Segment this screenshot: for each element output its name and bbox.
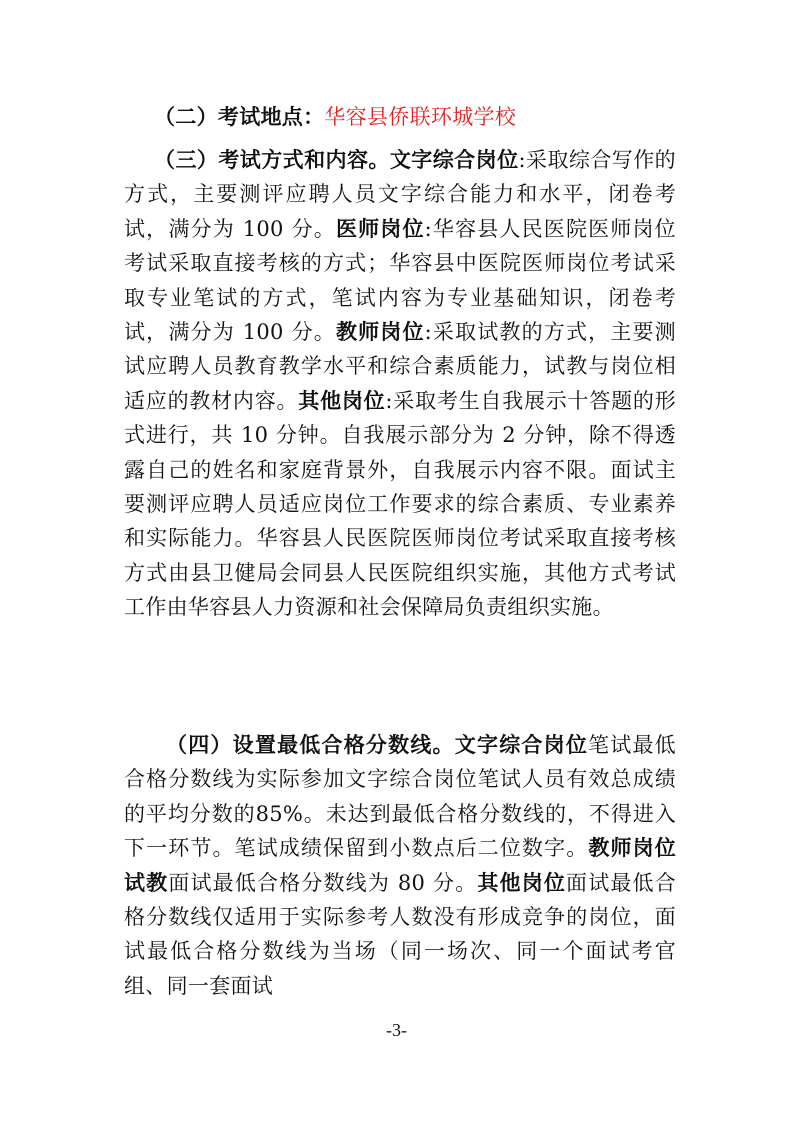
text-other-cutoff: 面试最低合格分数线仅适用于实际参考人数没有形成竞争的岗位，面试最低合格分数线为当场（同一场次、同一个面试考官组、同一套面试 (124, 870, 676, 998)
text-other-post: :采取考生自我展示十答题的形式进行，共 10 分钟。自我展示部分为 2 分钟，除不得透露自己的姓名和家庭背景外，自我展示内容不限。面试主要测评应聘人员适应岗位工作要求的综合素质、专业素养和实际能力。华容县人民医院医师岗位考试采取直接考核方式由县卫健局会同县人民医院组织实施，其他方式考试工作由华容县人力资源和社会保障局负责组织实施。 (124, 388, 676, 620)
label-writing-cutoff: 文字综合岗位 (454, 733, 589, 757)
text-writing-post: :采取综合写作的方式，主要测评应聘人员文字综合能力和水平，闭卷考试，满分为 100 分。 (124, 148, 676, 241)
label-other-cutoff: 其他岗位 (477, 870, 567, 895)
exam-location: 华容县侨联环城学校 (324, 105, 517, 129)
label-teacher-post: 教师岗位 (335, 320, 425, 345)
label-writing-post: 文字综合岗位 (389, 148, 519, 172)
label-teacher-cutoff: 教师岗位试教 (124, 836, 676, 895)
section-2-paragraph (124, 100, 676, 134)
section-3-heading: （三）考试方式和内容。 (154, 148, 390, 172)
text-teacher-cutoff: 面试最低合格分数线为 80 分。 (168, 870, 478, 895)
label-doctor-post: 医师岗位 (335, 216, 425, 241)
text-doctor-post: :华容县人民医院医师岗位考试采取直接考核的方式；华容县中医院医师岗位考试采取专业笔试的方式，笔试内容为专业基础知识，闭卷考试，满分为 100 分。 (124, 216, 676, 345)
section-3-paragraph (124, 143, 676, 625)
section-2-heading: （二）考试地点： (154, 105, 325, 129)
label-other-post: 其他岗位 (298, 388, 386, 413)
text-writing-cutoff: 笔试最低合格分数线为实际参加文字综合岗位笔试人员有效总成绩的平均分数的85%。未达到最低合格分数线的，不得进入下一环节。笔试成绩保留到小数点后二位数字。 (124, 733, 676, 861)
page-number: -3- (386, 1020, 407, 1040)
section-4-heading: （四）设置最低合格分数线。 (166, 733, 455, 757)
section-4-paragraph (124, 728, 676, 1003)
text-teacher-post: :采取试教的方式，主要测试应聘人员教育教学水平和综合素质能力，试教与岗位相适应的教材内容。 (124, 320, 676, 413)
